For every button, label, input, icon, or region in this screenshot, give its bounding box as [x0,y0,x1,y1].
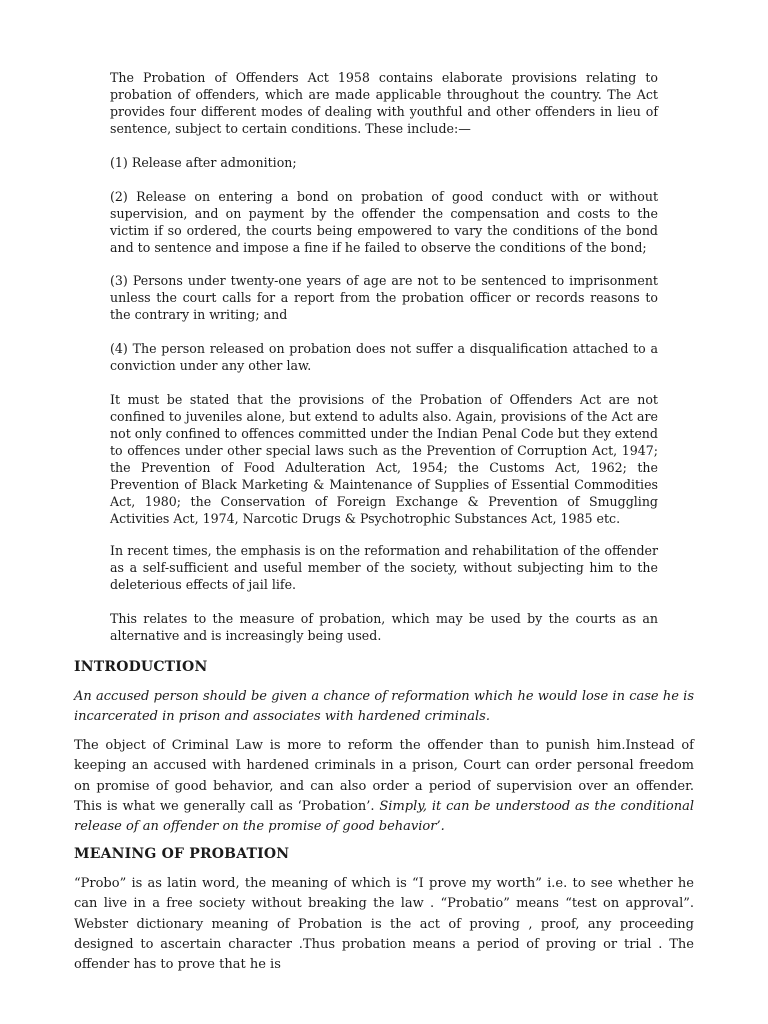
paragraph-text [74,736,694,837]
paragraph-introduction-italic [74,687,694,728]
paragraph-scope [110,391,658,527]
paragraph-meaning [74,874,694,975]
body-text: The object of Criminal Law is more to reform the offender than to punish him.Instead of keeping an accused with hardened criminals in a prison, Court can order personal freedom on promise of good behavior, and can also order a period of supervision over an offender. This is what we generally call as ‘Probation’. [74,738,694,814]
paragraph-introduction-body [74,736,694,837]
list-item-text: (2) Release on entering a bond on probation of good conduct with or without supervision, and on payment by the offender the compensation and costs to the victim if so ordered, the courts being empowered to vary the conditions of the bond and to sentence and impose a fine if he failed to observe the conditions of the bond; [110,189,658,255]
list-item-text: (3) Persons under twenty-one years of age are not to be sentenced to imprisonment unless the court calls for a report from the probation officer or records reasons to the contrary in writing; and [110,273,658,322]
section-heading-introduction: INTRODUCTION [74,659,208,675]
paragraph-text: The Probation of Offenders Act 1958 contains elaborate provisions relating to probation of offenders, which are made applicable throughout the country. The Act provides four different modes of dealing with youthful and other offenders in lieu of sentence, subject to certain conditions. These include:— [110,70,658,136]
body-italic-text: Simply, it can be understood as the conditional release of an offender on the promise of good behavior’. [74,798,694,835]
paragraph-text: This relates to the measure of probation, which may be used by the courts as an alternative and is increasingly being used. [110,611,658,643]
paragraph-act-overview [110,69,658,137]
paragraph-text: “Probo” is as latin word, the meaning of which is “I prove my worth” i.e. to see whether he can live in a free society without breaking the law . “Probatio” means “test on approval”. Webster dictionary meaning of Probation is the act of proving , proof, any proceeding designed to ascertain character .Thus probation means a period of proving or trial . The offender has to prove that he is [74,876,694,973]
paragraph-text: It must be stated that the provisions of the Probation of Offenders Act are not confined to juveniles alone, but extend to adults also. Again, provisions of the Act are not only confined to offences committed under the Indian Penal Code but they extend to offences under other special laws such as the Prevention of Corruption Act, 1947; the Prevention of Food Adulteration Act, 1954; the Customs Act, 1962; the Prevention of Black Marketing & Maintenance of Supplies of Essential Commodities Act, 1980; the Conservation of Foreign Exchange & Prevention of Smuggling Activities Act, 1974, Narcotic Drugs & Psychotrophic Substances Act, 1985 etc. [110,392,658,526]
italic-text: An accused person should be given a chance of reformation which he would lose in case he is incarcerated in prison and associates with hardened criminals. [74,689,694,725]
paragraph-text: In recent times, the emphasis is on the reformation and rehabilitation of the offender as a self-sufficient and useful member of the society, without subjecting him to the deleterious effects of jail life. [110,543,658,592]
list-item-text: (1) Release after admonition; [110,155,297,170]
section-heading-meaning: MEANING OF PROBATION [74,846,290,862]
list-item-3 [110,272,658,323]
paragraph-measure [110,610,658,644]
list-item-2 [110,188,658,256]
list-item-4 [110,340,658,374]
paragraph-recent-times [110,542,658,593]
list-item-1 [110,154,658,171]
list-item-text: (4) The person released on probation does not suffer a disqualification attached to a conviction under any other law. [110,341,658,373]
